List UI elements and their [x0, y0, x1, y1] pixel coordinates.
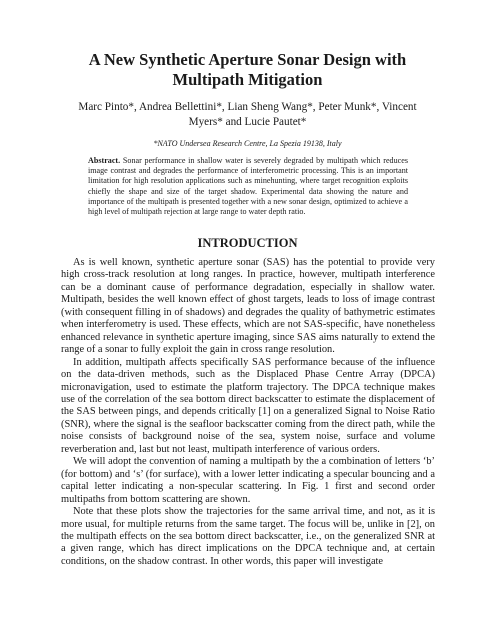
- paper-title: A New Synthetic Aperture Sonar Design with Multipath Mitigation: [88, 50, 407, 89]
- paragraph: We will adopt the convention of naming a multipath by the a combination of letters ‘b’ (for bottom) and ‘s’ (for surface), with a lower letter indicating a specular bouncing and a capital letter indicating a non-specular scattering. In Fig. 1 first and second order multipaths from bottom scattering are shown.: [61, 456, 435, 505]
- abstract: [88, 156, 408, 217]
- author-list: Marc Pinto*, Andrea Bellettini*, Lian Sheng Wang*, Peter Munk*, Vincent Myers* and Lucie Pautet*: [78, 101, 417, 128]
- abstract-label: Abstract.: [88, 156, 121, 165]
- paragraph: Note that these plots show the trajectories for the same arrival time, and not, as it is more usual, for multiple returns from the same target. The focus will be, unlike in [2], on the multipath effects on the sea bottom direct backscatter, i.e., on the generalized SNR at a given range, which has direct implications on the DPCA technique and, at certain conditions, on the shadow contrast. In other words, this paper will investigate: [61, 506, 435, 567]
- paragraph: In addition, multipath affects specifically SAS performance because of the influence on the data-driven methods, such as the Displaced Phase Centre Array (DPCA) micronavigation, used to estimate the platform trajectory. The DPCA technique makes use of the correlation of the sea bottom direct backscatter to estimate the displacement of the SAS between pings, and depends critically [1] on a generalized Signal to Noise Ratio (SNR), where the signal is the seafloor backscatter coming from the direct path, while the noise consists of background noise of the sea, system noise, surface and volume reverberation and, last but not least, multipath interference of various orders.: [61, 356, 435, 455]
- affiliation: *NATO Undersea Research Centre, La Spezia 19138, Italy: [153, 139, 342, 148]
- section-heading: INTRODUCTION: [197, 236, 298, 250]
- abstract-text: Sonar performance in shallow water is severely degraded by multipath which reduces image contrast and degrades the performance of interferometric processing. This is an important limitation for high resolution applications such as minehunting, where target recognition exploits chiefly the shape and size of the target shadow. Experimental data showing the nature and importance of the multipath is presented together with a new sonar design, optimized to achieve a high level of multipath rejection at large range to water depth ratio.: [88, 156, 408, 217]
- section-body: [61, 257, 435, 568]
- paragraph: As is well known, synthetic aperture sonar (SAS) has the potential to provide very high cross-track resolution at long ranges. In practice, however, multipath interference can be a dominant cause of performance degradation, especially in shallow water. Multipath, besides the well known effect of ghost targets, leads to loss of image contrast (with consequent filling in of shadows) and degrades the quality of bathymetric estimates when interferometry is used. These effects, which are not SAS-specific, have nonetheless enhanced relevance in synthetic aperture imaging, since SAS aims naturally to extend the range of a sonar to fully exploit the gain in cross range resolution.: [61, 257, 435, 356]
